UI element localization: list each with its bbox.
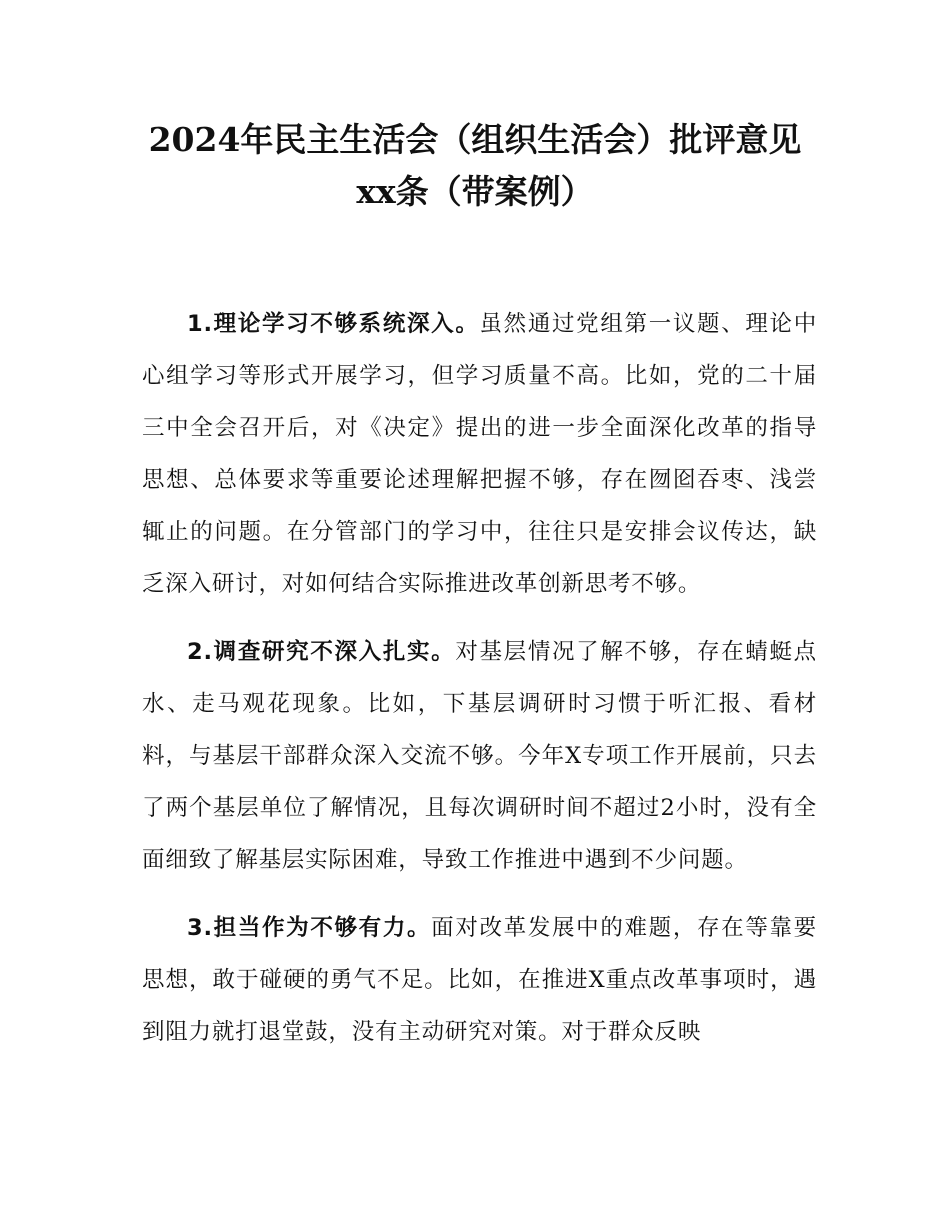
document-body xyxy=(142,298,817,1074)
title-line-2: xx条（带案例） xyxy=(356,172,594,211)
paragraph-1 xyxy=(142,298,817,610)
paragraph-1-heading: 1.理论学习不够系统深入。 xyxy=(187,311,480,337)
paragraph-3 xyxy=(142,902,817,1058)
title-line-1: 2024年民主生活会（组织生活会）批评意见 xyxy=(148,120,802,159)
paragraph-1-text: 虽然通过党组第一议题、理论中心组学习等形式开展学习，但学习质量不高。比如，党的二十届三中全会召开后，对《决定》提出的进一步全面深化改革的指导思想、总体要求等重要论述理解把握不够，存在囫囵吞枣、浅尝辄止的问题。在分管部门的学习中，往往只是安排会议传达，缺乏深入研讨，对如何结合实际推进改革创新思考不够。 xyxy=(142,311,817,597)
paragraph-2-heading: 2.调查研究不深入扎实。 xyxy=(187,639,456,665)
paragraph-2 xyxy=(142,626,817,886)
document-title xyxy=(120,114,830,218)
paragraph-3-heading: 3.担当作为不够有力。 xyxy=(187,915,432,941)
paragraph-3-text: 面对改革发展中的难题，存在等靠要思想，敢于碰硬的勇气不足。比如，在推进X重点改革事项时，遇到阻力就打退堂鼓，没有主动研究对策。对于群众反映 xyxy=(142,915,817,1045)
paragraph-2-text: 对基层情况了解不够，存在蜻蜓点水、走马观花现象。比如，下基层调研时习惯于听汇报、看材料，与基层干部群众深入交流不够。今年X专项工作开展前，只去了两个基层单位了解情况，且每次调研时间不超过2小时，没有全面细致了解基层实际困难，导致工作推进中遇到不少问题。 xyxy=(142,639,817,873)
